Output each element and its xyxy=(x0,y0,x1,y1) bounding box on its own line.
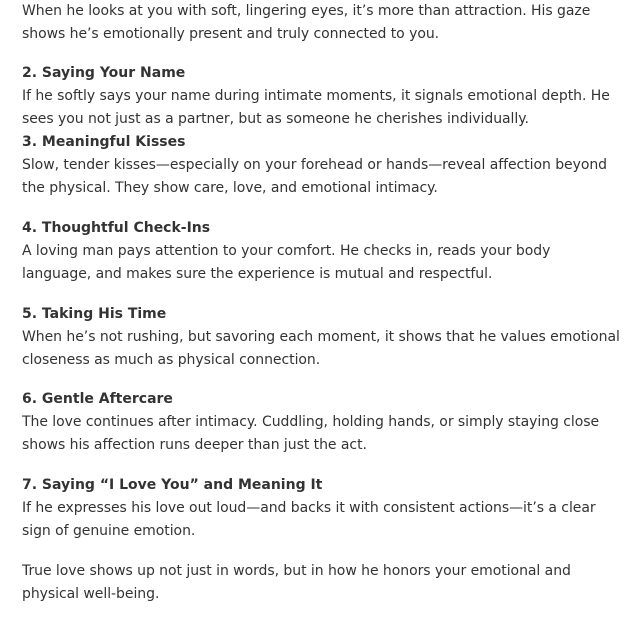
conclusion-paragraph: True love shows up not just in words, but in how he honors your emotional and physical well-being. xyxy=(22,563,571,602)
section-heading-thoughtful-check-ins: 4. Thoughtful Check-Ins xyxy=(22,220,211,236)
section-body-thoughtful-check-ins: A loving man pays attention to your comfort. He checks in, reads your body language, and makes sure the experience is mutual and respectful. xyxy=(22,243,551,282)
section-body-gentle-aftercare: The love continues after intimacy. Cuddling, holding hands, or simply staying close shows his affection runs deeper than just the act. xyxy=(22,414,600,453)
section-heading-saying-i-love-you: 7. Saying “I Love You” and Meaning It xyxy=(22,477,323,493)
intro-paragraph: When he looks at you with soft, lingering eyes, it’s more than attraction. His gaze shows he’s emotionally present and truly connected to you. xyxy=(22,3,591,42)
section-body-taking-his-time: When he’s not rushing, but savoring each moment, it shows that he values emotional closeness as much as physical connection. xyxy=(22,329,620,368)
section-heading-meaningful-kisses: 3. Meaningful Kisses xyxy=(22,134,186,150)
section-heading-taking-his-time: 5. Taking His Time xyxy=(22,306,167,322)
section-heading-saying-your-name: 2. Saying Your Name xyxy=(22,65,186,81)
section-heading-gentle-aftercare: 6. Gentle Aftercare xyxy=(22,391,173,407)
section-body-saying-i-love-you: If he expresses his love out loud—and backs it with consistent actions—it’s a clear sign of genuine emotion. xyxy=(22,500,596,539)
section-body-saying-your-name: If he softly says your name during intimate moments, it signals emotional depth. He sees you not just as a partner, but as someone he cherishes individually. xyxy=(22,88,610,127)
section-body-meaningful-kisses: Slow, tender kisses—especially on your forehead or hands—reveal affection beyond the physical. They show care, love, and emotional intimacy. xyxy=(22,157,608,196)
